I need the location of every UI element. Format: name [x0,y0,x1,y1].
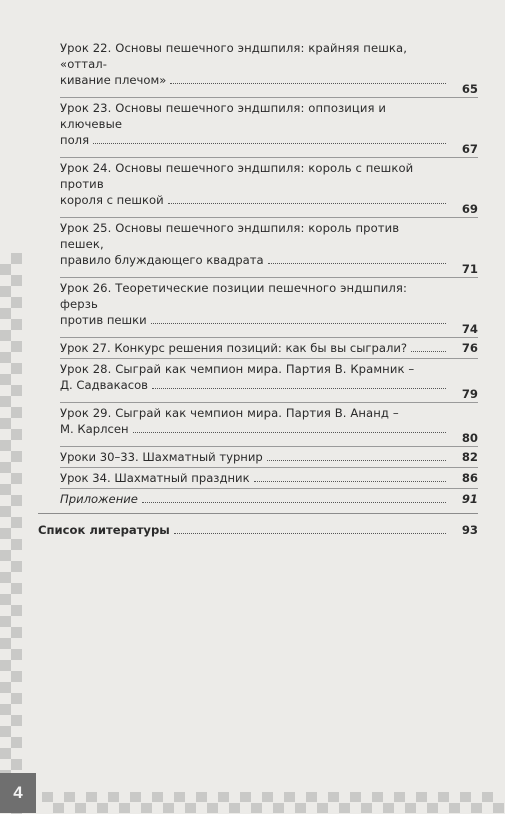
toc-entry [38,340,478,356]
leader-dots [174,532,446,534]
toc-page-number: 74 [461,322,478,336]
leader-dots [142,501,446,503]
divider [38,513,478,514]
toc-entry-title: Урок 25. Основы пешечного эндшпиля: король против пешек, [60,221,400,251]
leader-dots [168,202,446,204]
checkered-margin-bottom [42,792,505,813]
toc-entry-title: Урок 26. Теоретические позиции пешечного эндшпиля: ферзь [60,281,407,311]
leader-dots [268,262,446,264]
leader-dots [170,82,446,84]
toc-entry-title: Уроки 30–33. Шахматный турнир [60,450,263,464]
checkered-margin-left [0,0,22,813]
toc-entry-title: Урок 34. Шахматный праздник [60,471,250,485]
page-number: 4 [0,773,36,813]
toc-entry-title: Приложение [60,492,138,506]
divider [60,277,478,278]
toc-entry [38,100,478,156]
divider [60,337,478,338]
divider [60,488,478,489]
toc-entry-title: Урок 27. Конкурс решения позиций: как бы вы сыграли? [60,341,408,355]
divider [60,402,478,403]
toc-entry [38,40,478,96]
divider [60,157,478,158]
toc-entry-title: правило блуждающего квадрата [60,253,264,267]
toc-entry [38,449,478,465]
toc-entry-title: против пешки [60,313,147,327]
leader-dots [93,142,446,144]
leader-dots [133,431,446,433]
toc-entry [38,470,478,486]
leader-dots [152,387,446,389]
toc-entry [38,522,478,538]
toc-page-number: 65 [461,82,478,96]
leader-dots [411,350,446,352]
divider [60,358,478,359]
toc-entry [38,160,478,216]
table-of-contents [38,40,478,538]
toc-entry-title: Урок 23. Основы пешечного эндшпиля: оппозиция и ключевые [60,101,387,131]
toc-entry-title: Д. Садвакасов [60,378,148,392]
leader-dots [151,322,446,324]
toc-page-number: 76 [461,341,478,355]
toc-entry-title: М. Карлсен [60,422,129,436]
leader-dots [254,480,446,482]
toc-entry-title: кивание плечом» [60,73,167,87]
toc-entry [38,361,478,401]
toc-page-number: 67 [461,142,478,156]
toc-page-number: 80 [461,431,478,445]
toc-entry-title: Урок 29. Сыграй как чемпион мира. Партия В. Ананд – [60,406,399,420]
toc-entry-title: поля [60,133,90,147]
toc-page-number: 91 [461,492,478,506]
toc-entry [38,405,478,445]
toc-page-number: 82 [461,450,478,464]
divider [60,97,478,98]
divider [60,217,478,218]
toc-page-number: 71 [461,262,478,276]
divider [60,467,478,468]
toc-entry-title: Список литературы [38,523,170,537]
toc-entry [38,491,478,507]
toc-page-number: 69 [461,202,478,216]
toc-entry-title: короля с пешкой [60,193,164,207]
toc-entry-title: Урок 22. Основы пешечного эндшпиля: крайняя пешка, «оттал- [60,41,408,71]
toc-entry-title: Урок 28. Сыграй как чемпион мира. Партия В. Крамник – [60,362,415,376]
toc-page-number: 79 [461,387,478,401]
leader-dots [267,459,446,461]
divider [60,446,478,447]
toc-entry-title: Урок 24. Основы пешечного эндшпиля: король с пешкой против [60,161,414,191]
toc-entry [38,280,478,336]
toc-page-number: 93 [461,523,478,537]
toc-entry [38,220,478,276]
toc-page-number: 86 [461,471,478,485]
